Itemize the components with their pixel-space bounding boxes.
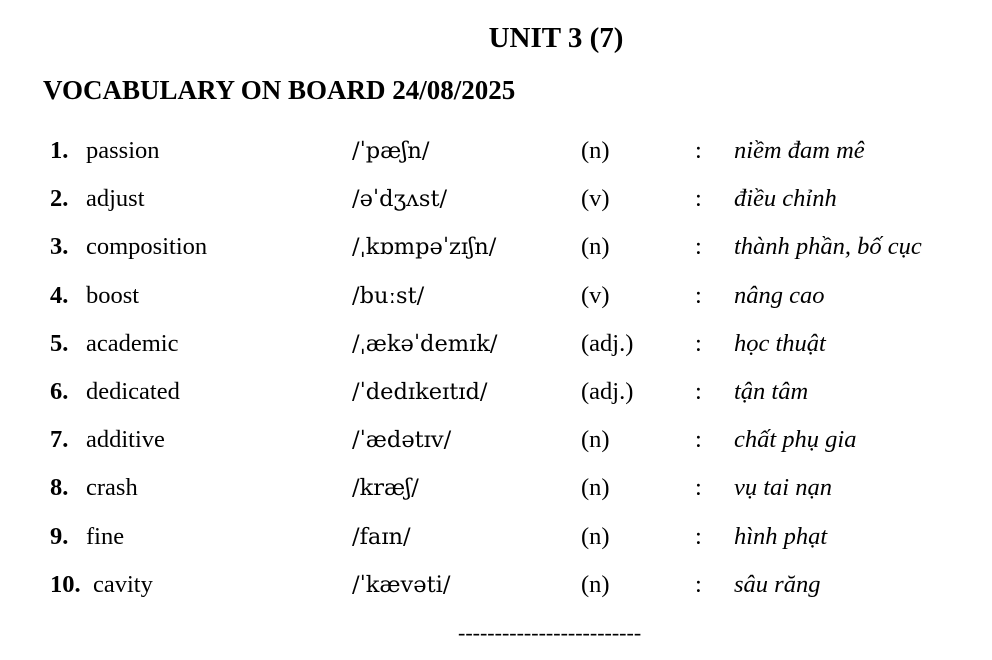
- vocab-entry: [0, 420, 992, 468]
- entry-meaning: học thuật: [734, 329, 826, 357]
- entry-pronunciation: /buːst/: [352, 282, 425, 309]
- entry-meaning: thành phần, bố cục: [734, 233, 922, 261]
- vocabulary-list: [0, 131, 992, 613]
- entry-meaning: nâng cao: [734, 281, 825, 309]
- entry-pronunciation: /kræʃ/: [352, 475, 419, 502]
- entry-separator: :: [695, 377, 702, 405]
- entry-number: 8.: [50, 474, 69, 502]
- entry-number: 9.: [50, 522, 69, 550]
- entry-meaning: niềm đam mê: [734, 137, 865, 164]
- entry-part-of-speech: (v): [581, 281, 610, 309]
- entry-separator: :: [695, 474, 702, 502]
- entry-number: 7.: [50, 426, 69, 454]
- entry-separator: :: [695, 281, 702, 309]
- entry-pronunciation: /ˈædətɪv/: [352, 427, 452, 454]
- entry-pronunciation: /ˈpæʃn/: [352, 138, 430, 164]
- entry-part-of-speech: (n): [581, 426, 610, 454]
- entry-word: adjust: [86, 185, 145, 213]
- entry-word: academic: [86, 329, 179, 357]
- entry-separator: :: [695, 522, 702, 550]
- entry-meaning: hình phạt: [734, 522, 828, 550]
- entry-number: 10.: [50, 570, 81, 598]
- entry-word: boost: [86, 281, 140, 309]
- entry-meaning: vụ tai nạn: [734, 474, 832, 502]
- entry-number: 3.: [50, 233, 69, 261]
- entry-part-of-speech: (n): [581, 570, 610, 598]
- vocab-entry: [0, 227, 992, 275]
- entry-pronunciation: /ˌkɒmpəˈzɪʃn/: [352, 234, 497, 261]
- entry-part-of-speech: (n): [581, 137, 610, 164]
- entry-word: crash: [86, 474, 138, 502]
- entry-separator: :: [695, 426, 702, 454]
- entry-word: passion: [86, 137, 160, 164]
- vocab-entry: [0, 324, 992, 372]
- entry-meaning: sâu răng: [734, 570, 821, 598]
- entry-number: 4.: [50, 281, 69, 309]
- entry-word: composition: [86, 233, 208, 261]
- entry-meaning: tận tâm: [734, 377, 809, 405]
- entry-word: additive: [86, 426, 165, 454]
- vocab-entry: [0, 372, 992, 420]
- entry-number: 6.: [50, 377, 69, 405]
- entry-separator: :: [695, 329, 702, 357]
- entry-pronunciation: /əˈdʒʌst/: [352, 186, 448, 213]
- entry-meaning: chất phụ gia: [734, 426, 857, 454]
- entry-number: 1.: [50, 137, 69, 164]
- entry-part-of-speech: (n): [581, 233, 610, 261]
- entry-meaning: điều chỉnh: [734, 185, 837, 213]
- vocab-entry: [0, 179, 992, 227]
- entry-separator: :: [695, 137, 702, 164]
- entry-pronunciation: /ˈkævəti/: [352, 571, 451, 598]
- vocab-entry: [0, 565, 992, 613]
- entry-number: 2.: [50, 185, 69, 213]
- entry-separator: :: [695, 233, 702, 261]
- vocab-entry: [0, 517, 992, 565]
- entry-part-of-speech: (v): [581, 185, 610, 213]
- entry-pronunciation: /ˈdedɪkeɪtɪd/: [352, 378, 488, 405]
- entry-number: 5.: [50, 329, 69, 357]
- end-separator-line: -------------------------: [458, 620, 642, 645]
- entry-word: cavity: [93, 570, 153, 598]
- entry-part-of-speech: (n): [581, 474, 610, 502]
- vocab-entry: [0, 468, 992, 516]
- vocab-entry: [0, 276, 992, 324]
- entry-pronunciation: /ˌækəˈdemɪk/: [352, 330, 498, 357]
- entry-pronunciation: /faɪn/: [352, 523, 411, 550]
- entry-word: fine: [86, 522, 125, 550]
- vocab-entry: [0, 131, 992, 179]
- entry-part-of-speech: (n): [581, 522, 610, 550]
- entry-word: dedicated: [86, 377, 180, 405]
- entry-part-of-speech: (adj.): [581, 329, 634, 357]
- entry-part-of-speech: (adj.): [581, 377, 634, 405]
- entry-separator: :: [695, 570, 702, 598]
- vocabulary-heading: VOCABULARY ON BOARD 24/08/2025: [43, 75, 516, 105]
- entry-separator: :: [695, 185, 702, 213]
- page-title: UNIT 3 (7): [488, 22, 624, 54]
